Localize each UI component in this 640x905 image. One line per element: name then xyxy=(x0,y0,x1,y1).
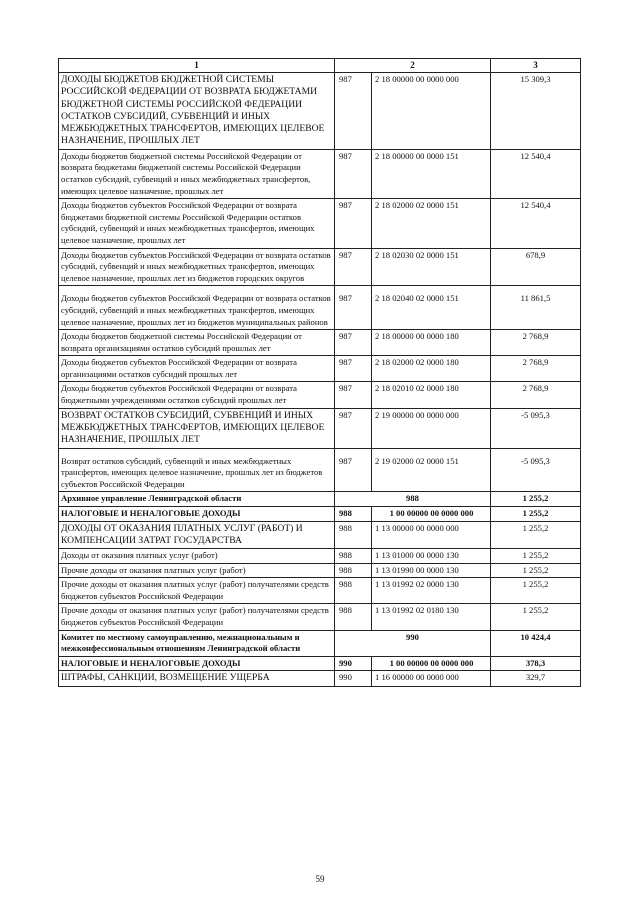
table-row xyxy=(59,506,581,521)
row-name: Доходы от оказания платных услуг (работ) xyxy=(59,549,335,564)
table-row xyxy=(59,382,581,408)
row-amount: 1 255,2 xyxy=(491,506,581,521)
table-row xyxy=(59,73,581,150)
row-amount: 10 424,4 xyxy=(491,630,581,656)
row-amount: -5 095,3 xyxy=(491,408,581,448)
row-budget-code: 1 13 01000 00 0000 130 xyxy=(372,549,491,564)
row-amount: 12 540,4 xyxy=(491,149,581,198)
row-admin-code: 988 xyxy=(335,563,372,578)
table-row xyxy=(59,549,581,564)
header-col-2: 2 xyxy=(335,59,491,73)
row-budget-code: 2 18 02030 02 0000 151 xyxy=(372,248,491,286)
table-row xyxy=(59,563,581,578)
row-budget-code: 2 19 00000 00 0000 000 xyxy=(372,408,491,448)
row-admin-code: 987 xyxy=(335,448,372,492)
row-budget-code: 1 13 01992 02 0180 130 xyxy=(372,604,491,630)
row-admin-code: 988 xyxy=(335,506,372,521)
row-budget-code: 2 18 00000 00 0000 180 xyxy=(372,330,491,356)
row-name: Прочие доходы от оказания платных услуг (работ) xyxy=(59,563,335,578)
row-amount: 1 255,2 xyxy=(491,563,581,578)
table-row xyxy=(59,356,581,382)
row-admin-code: 988 xyxy=(335,549,372,564)
table-row xyxy=(59,330,581,356)
row-name: Архивное управление Ленинградской области xyxy=(59,492,335,507)
row-admin-code: 990 xyxy=(335,630,491,656)
row-name: Возврат остатков субсидий, субвенций и иных межбюджетных трансфертов, имеющих целевое назначение, прошлых лет из бюджетов субъектов Российской Федерации xyxy=(59,448,335,492)
row-budget-code: 2 18 02040 02 0000 151 xyxy=(372,286,491,330)
row-amount: 1 255,2 xyxy=(491,521,581,549)
table-row xyxy=(59,604,581,630)
row-budget-code: 2 18 00000 00 0000 151 xyxy=(372,149,491,198)
row-name: ВОЗВРАТ ОСТАТКОВ СУБСИДИЙ, СУБВЕНЦИЙ И ИНЫХ МЕЖБЮДЖЕТНЫХ ТРАНСФЕРТОВ, ИМЕЮЩИХ ЦЕЛЕВОЕ НАЗНАЧЕНИЕ, ПРОШЛЫХ ЛЕТ xyxy=(59,408,335,448)
table-row xyxy=(59,492,581,507)
row-amount: 1 255,2 xyxy=(491,549,581,564)
row-amount: 1 255,2 xyxy=(491,604,581,630)
row-name: Доходы бюджетов бюджетной системы Российской Федерации от возврата бюджетами бюджетной системы Российской Федерации остатков субсидий, субвенций и иных межбюджетных трансфертов, имеющих целевое назначение, прошлых лет xyxy=(59,149,335,198)
table-row xyxy=(59,448,581,492)
row-name: Доходы бюджетов субъектов Российской Федерации от возврата остатков субсидий, субвенций и иных межбюджетных трансфертов, имеющих целевое назначение, прошлых лет из бюджетов муниципальных районов xyxy=(59,286,335,330)
row-admin-code: 987 xyxy=(335,73,372,150)
row-budget-code: 2 18 02010 02 0000 180 xyxy=(372,382,491,408)
table-row xyxy=(59,149,581,198)
row-amount: 378,3 xyxy=(491,656,581,671)
row-admin-code: 987 xyxy=(335,286,372,330)
header-col-3: 3 xyxy=(491,59,581,73)
row-amount: 1 255,2 xyxy=(491,492,581,507)
row-amount: 12 540,4 xyxy=(491,199,581,248)
row-admin-code: 987 xyxy=(335,199,372,248)
table-row xyxy=(59,630,581,656)
table-row xyxy=(59,656,581,671)
row-admin-code: 987 xyxy=(335,330,372,356)
page-number: 59 xyxy=(315,874,325,884)
row-admin-code: 988 xyxy=(335,492,491,507)
budget-revenue-table xyxy=(58,58,581,687)
row-name: ДОХОДЫ БЮДЖЕТОВ БЮДЖЕТНОЙ СИСТЕМЫ РОССИЙСКОЙ ФЕДЕРАЦИИ ОТ ВОЗВРАТА БЮДЖЕТАМИ БЮДЖЕТНОЙ СИСТЕМЫ РОССИЙСКОЙ ФЕДЕРАЦИИ ОСТАТКОВ СУБСИДИЙ, СУБВЕНЦИЙ И ИНЫХ МЕЖБЮДЖЕТНЫХ ТРАНСФЕРТОВ, ИМЕЮЩИХ ЦЕЛЕВОЕ НАЗНАЧЕНИЕ, ПРОШЛЫХ ЛЕТ xyxy=(59,73,335,150)
row-admin-code: 987 xyxy=(335,382,372,408)
row-name: Доходы бюджетов субъектов Российской Федерации от возврата организациями остатков субсидий прошлых лет xyxy=(59,356,335,382)
row-admin-code: 988 xyxy=(335,521,372,549)
row-admin-code: 987 xyxy=(335,408,372,448)
row-name: Доходы бюджетов субъектов Российской Федерации от возврата бюджетами бюджетной системы Российской Федерации остатков субсидий, субвенций и иных межбюджетных трансфертов, имеющих целевое назначение, прошлых лет xyxy=(59,199,335,248)
row-budget-code: 1 16 00000 00 0000 000 xyxy=(372,671,491,686)
row-amount: 329,7 xyxy=(491,671,581,686)
row-budget-code: 1 13 00000 00 0000 000 xyxy=(372,521,491,549)
row-name: ШТРАФЫ, САНКЦИИ, ВОЗМЕЩЕНИЕ УЩЕРБА xyxy=(59,671,335,686)
row-amount: -5 095,3 xyxy=(491,448,581,492)
row-name: Доходы бюджетов субъектов Российской Федерации от возврата бюджетными учреждениями остатков субсидий прошлых лет xyxy=(59,382,335,408)
row-admin-code: 990 xyxy=(335,671,372,686)
row-admin-code: 987 xyxy=(335,356,372,382)
table-row xyxy=(59,671,581,686)
row-amount: 678,9 xyxy=(491,248,581,286)
row-name: Прочие доходы от оказания платных услуг (работ) получателями средств бюджетов субъектов Российской Федерации xyxy=(59,604,335,630)
row-admin-code: 990 xyxy=(335,656,372,671)
header-row xyxy=(59,59,581,73)
row-name: Прочие доходы от оказания платных услуг (работ) получателями средств бюджетов субъектов Российской Федерации xyxy=(59,578,335,604)
table-row xyxy=(59,286,581,330)
header-col-1: 1 xyxy=(59,59,335,73)
row-budget-code: 2 18 02000 02 0000 180 xyxy=(372,356,491,382)
table-row xyxy=(59,408,581,448)
row-admin-code: 987 xyxy=(335,248,372,286)
row-name: НАЛОГОВЫЕ И НЕНАЛОГОВЫЕ ДОХОДЫ xyxy=(59,656,335,671)
row-admin-code: 988 xyxy=(335,578,372,604)
row-budget-code: 2 18 00000 00 0000 000 xyxy=(372,73,491,150)
row-amount: 15 309,3 xyxy=(491,73,581,150)
row-name: НАЛОГОВЫЕ И НЕНАЛОГОВЫЕ ДОХОДЫ xyxy=(59,506,335,521)
row-budget-code: 1 00 00000 00 0000 000 xyxy=(372,656,491,671)
row-name: Комитет по местному самоуправлению, межнациональным и межконфессиональным отношениям Ленинградской области xyxy=(59,630,335,656)
row-amount: 2 768,9 xyxy=(491,382,581,408)
row-budget-code: 2 19 02000 02 0000 151 xyxy=(372,448,491,492)
row-amount: 11 861,5 xyxy=(491,286,581,330)
table-row xyxy=(59,199,581,248)
row-amount: 2 768,9 xyxy=(491,356,581,382)
row-amount: 2 768,9 xyxy=(491,330,581,356)
row-name: Доходы бюджетов субъектов Российской Федерации от возврата остатков субсидий, субвенций и иных межбюджетных трансфертов, имеющих целевое назначение, прошлых лет из бюджетов городских округов xyxy=(59,248,335,286)
row-amount: 1 255,2 xyxy=(491,578,581,604)
table-row xyxy=(59,521,581,549)
row-budget-code: 1 00 00000 00 0000 000 xyxy=(372,506,491,521)
row-admin-code: 987 xyxy=(335,149,372,198)
row-budget-code: 2 18 02000 02 0000 151 xyxy=(372,199,491,248)
row-name: Доходы бюджетов бюджетной системы Российской Федерации от возврата организациями остатков субсидий прошлых лет xyxy=(59,330,335,356)
row-name: ДОХОДЫ ОТ ОКАЗАНИЯ ПЛАТНЫХ УСЛУГ (РАБОТ) И КОМПЕНСАЦИИ ЗАТРАТ ГОСУДАРСТВА xyxy=(59,521,335,549)
row-admin-code: 988 xyxy=(335,604,372,630)
table-row xyxy=(59,578,581,604)
row-budget-code: 1 13 01990 00 0000 130 xyxy=(372,563,491,578)
table-row xyxy=(59,248,581,286)
row-budget-code: 1 13 01992 02 0000 130 xyxy=(372,578,491,604)
